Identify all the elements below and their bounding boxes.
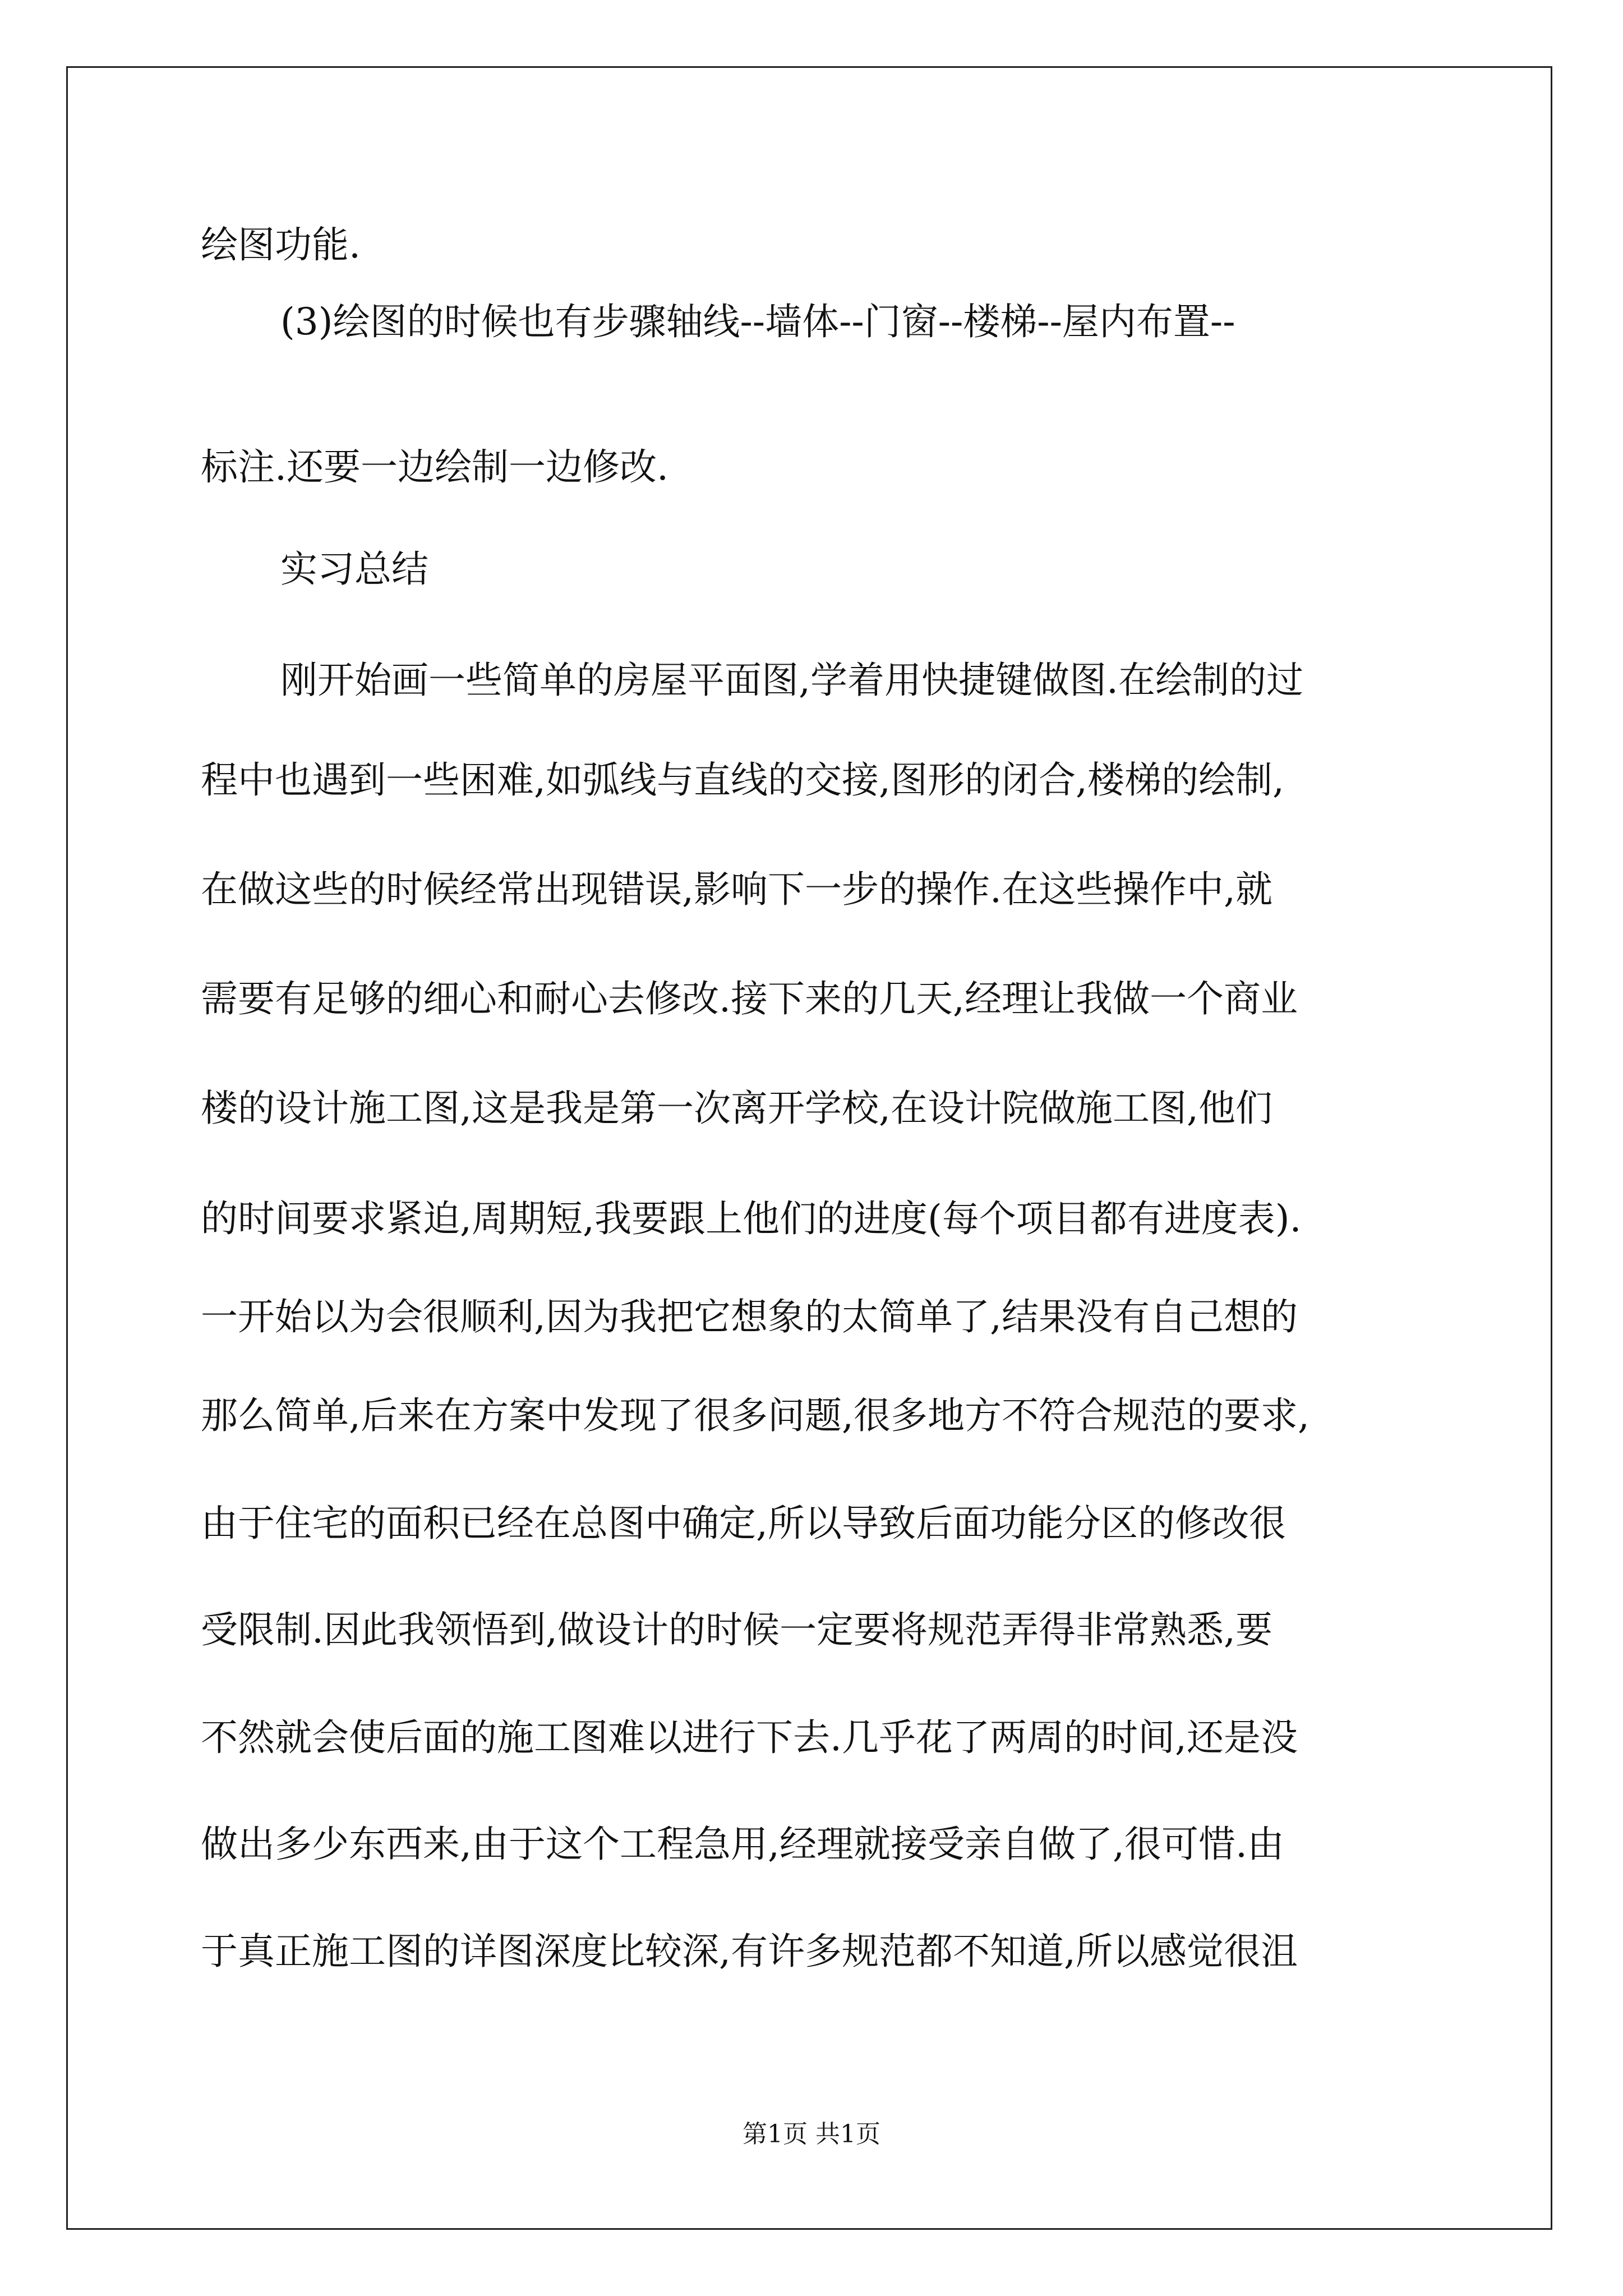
page-number: 第1页 共1页 <box>743 2120 880 2148</box>
text-line: 在做这些的时候经常出现错误,影响下一步的操作.在这些操作中,就 <box>201 868 1272 911</box>
text-line: 标注.还要一边绘制一边修改. <box>201 445 668 489</box>
section-heading: 实习总结 <box>280 547 428 591</box>
text-line: 做出多少东西来,由于这个工程急用,经理就接受亲自做了,很可惜.由 <box>201 1823 1284 1866</box>
text-line: 刚开始画一些简单的房屋平面图,学着用快捷键做图.在绘制的过 <box>280 659 1303 702</box>
text-line: 需要有足够的细心和耐心去修改.接下来的几天,经理让我做一个商业 <box>201 977 1298 1020</box>
text-line: 一开始以为会很顺利,因为我把它想象的太简单了,结果没有自己想的 <box>201 1295 1298 1338</box>
text-line: 受限制.因此我领悟到,做设计的时候一定要将规范弄得非常熟悉,要 <box>201 1608 1272 1651</box>
text-line: 的时间要求紧迫,周期短,我要跟上他们的进度(每个项目都有进度表). <box>201 1197 1302 1240</box>
text-line: 不然就会使后面的施工图难以进行下去.几乎花了两周的时间,还是没 <box>201 1716 1298 1759</box>
text-line: 程中也遇到一些困难,如弧线与直线的交接,图形的闭合,楼梯的绘制, <box>201 758 1284 802</box>
text-line: 于真正施工图的详图深度比较深,有许多规范都不知道,所以感觉很沮 <box>201 1930 1298 1973</box>
text-line: 由于住宅的面积已经在总图中确定,所以导致后面功能分区的修改很 <box>201 1502 1286 1545</box>
text-line: (3)绘图的时候也有步骤轴线--墙体--门窗--楼梯--屋内布置-- <box>280 300 1235 343</box>
text-line: 楼的设计施工图,这是我是第一次离开学校,在设计院做施工图,他们 <box>201 1087 1272 1130</box>
text-line: 绘图功能. <box>201 223 361 266</box>
text-line: 那么简单,后来在方案中发现了很多问题,很多地方不符合规范的要求, <box>201 1394 1310 1437</box>
